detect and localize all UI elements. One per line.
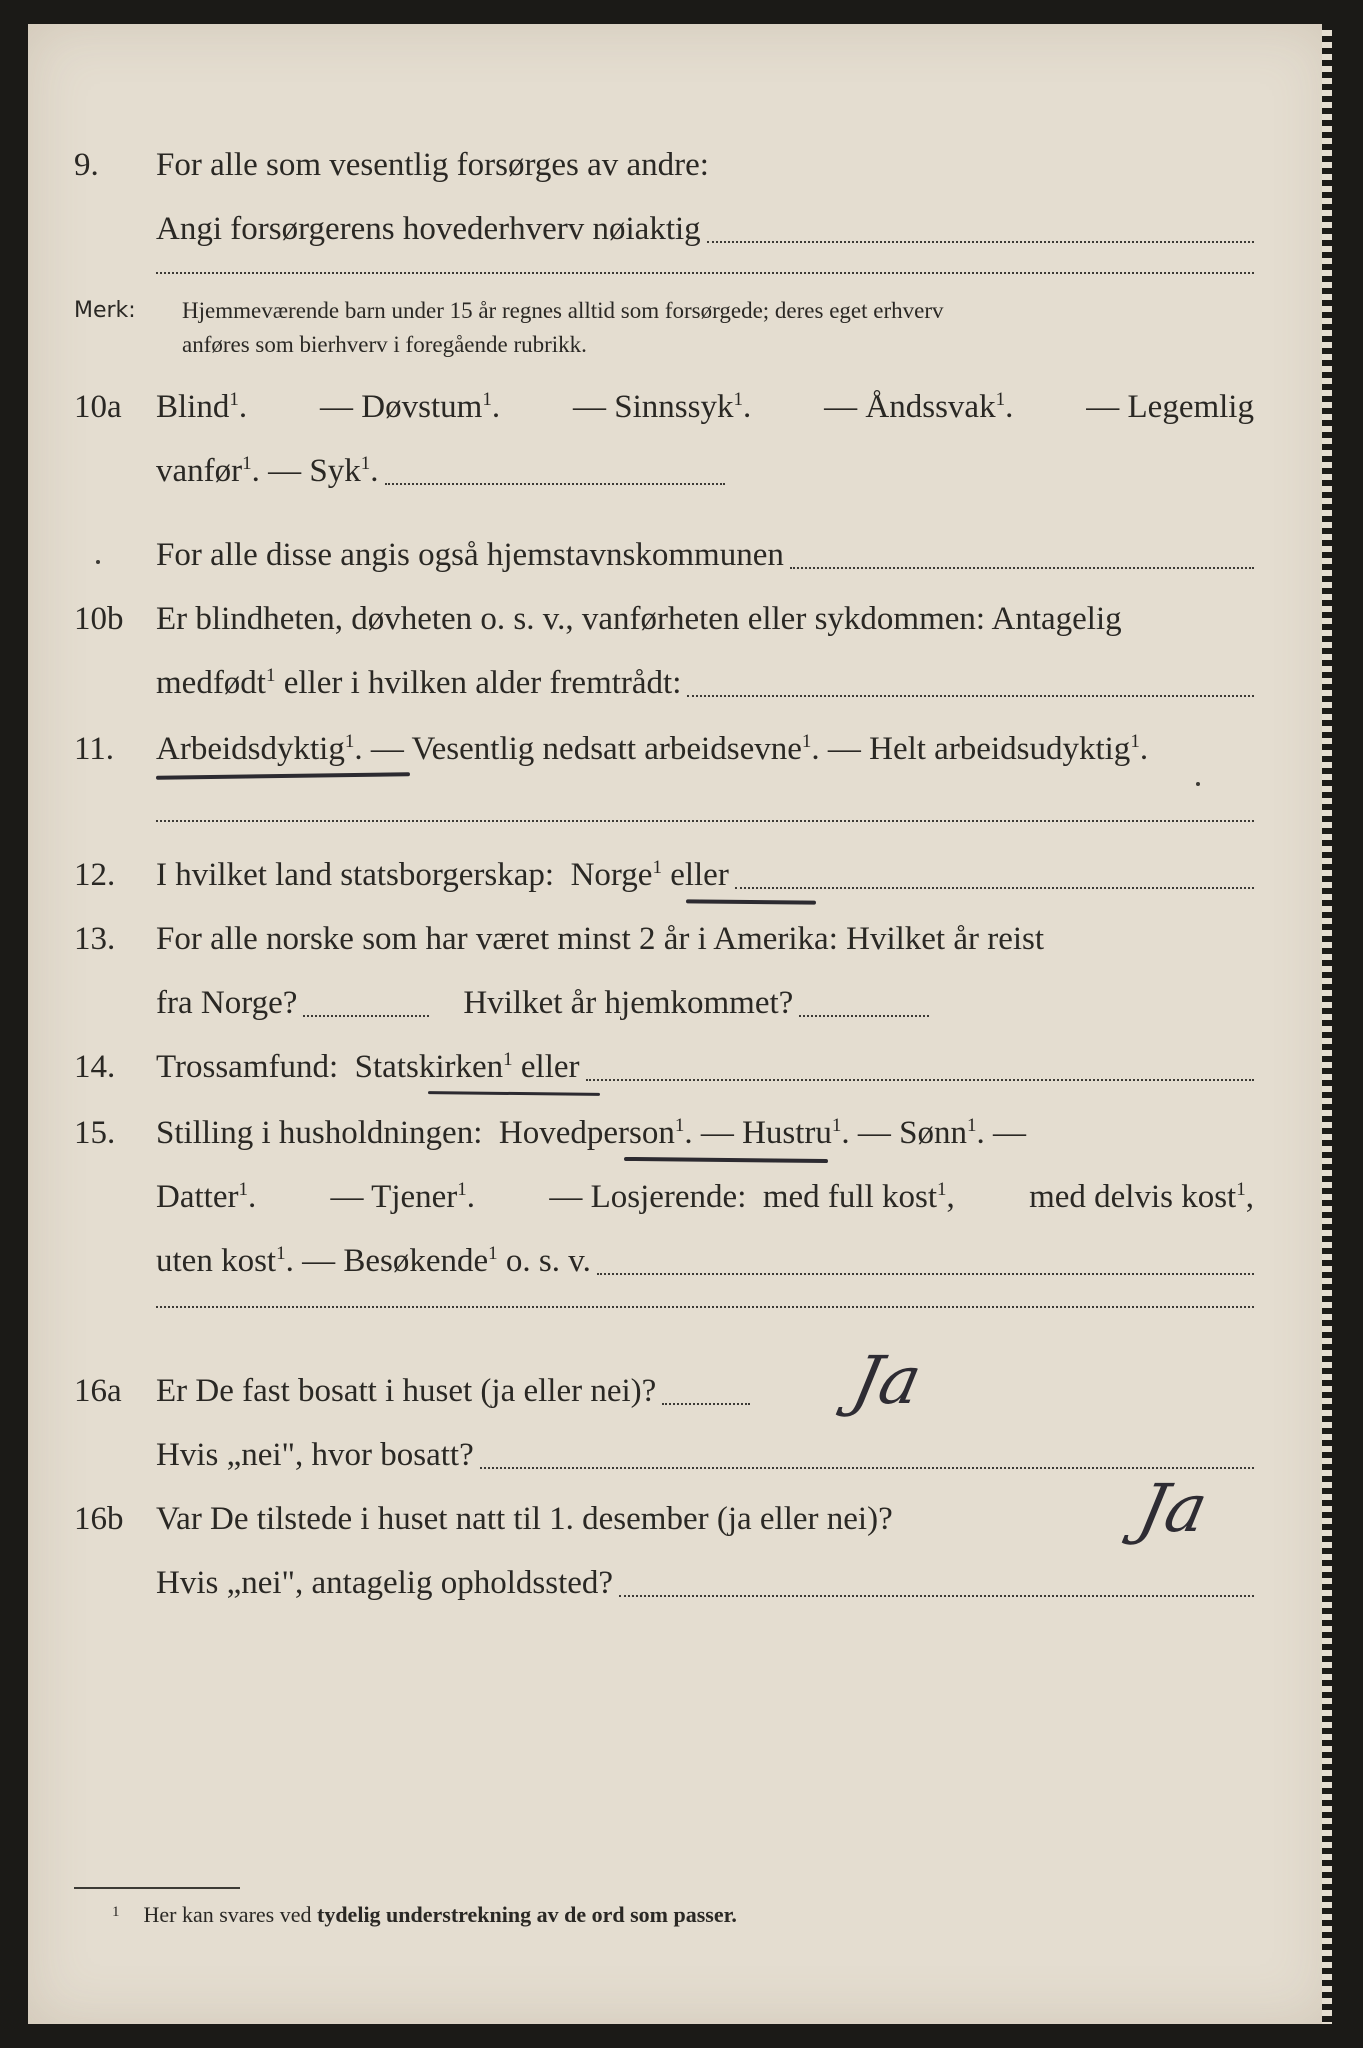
q9-text-2: Angi forsørgerens hovederhverv nøiaktig xyxy=(156,211,701,247)
q12-answer-line[interactable] xyxy=(735,886,1254,889)
q12-row: 12. I hvilket land statsborgerskap: Norge$^1$ eller xyxy=(28,846,1332,904)
q14-option-statskirken[interactable]: Statskirken xyxy=(354,1049,504,1085)
q10a-row-2: vanfør$^1$. — Syk$^1$. xyxy=(28,442,1332,500)
q10a-hjemstavn-text: For alle disse angis også hjemstavnskommunen xyxy=(156,537,784,573)
q10a-option-dovstum[interactable]: — Døvstum xyxy=(320,389,483,425)
q10b-row-2: medfødt$^1$ eller i hvilken alder fremtrådt: xyxy=(28,654,1332,712)
q15-option-delvis-kost[interactable]: med delvis kost xyxy=(1029,1179,1237,1215)
q9-row-2 xyxy=(28,200,1332,258)
q16a-hvis-text: Hvis „nei", hvor bosatt? xyxy=(156,1437,474,1473)
q10a-option-vanfor[interactable]: vanfør xyxy=(156,453,243,489)
q15-option-sonn[interactable]: — Sønn xyxy=(849,1115,968,1151)
merk-text-1: Hjemmeværende barn under 15 år regnes alltid som forsørgede; deres eget erhverv xyxy=(182,298,944,323)
q15-answer-line[interactable] xyxy=(597,1272,1254,1275)
q15-option-full-kost[interactable]: — Losjerende: med full kost xyxy=(549,1179,938,1215)
q9-answer-line-2[interactable] xyxy=(156,272,1254,274)
q15-option-datter[interactable]: Datter xyxy=(156,1179,239,1215)
footnote-rule xyxy=(74,1887,240,1889)
q16a-answer-line[interactable] xyxy=(662,1402,750,1405)
q11-option-udyktig[interactable]: — Helt arbeidsudyktig xyxy=(819,731,1131,767)
q14-text: Trossamfund: xyxy=(156,1049,355,1085)
q16a-text: Er De fast bosatt i huset (ja eller nei)? xyxy=(156,1373,657,1409)
footnote-mark: 1 xyxy=(112,1904,120,1920)
q16a-row-1 xyxy=(28,1362,1332,1420)
q16a-number: 16a xyxy=(74,1373,122,1409)
merk-note xyxy=(28,294,1332,328)
q9-number: 9. xyxy=(74,147,99,183)
q10a-row-3 xyxy=(28,526,1332,584)
footnote-text: Her kan svares ved xyxy=(143,1902,317,1927)
q11-option-arbeidsdyktig[interactable]: Arbeidsdyktig xyxy=(156,731,345,767)
census-form-page xyxy=(28,24,1332,2024)
ink-speck xyxy=(96,560,100,564)
merk-text-2: anføres som bierhverv i foregående rubrikk. xyxy=(182,332,587,357)
merk-note-2 xyxy=(28,328,1332,362)
q15-row-1: 15. Stilling i husholdningen: Hovedperson$^1$. — Hustru$^1$. — Sønn$^1$. — xyxy=(28,1104,1332,1162)
q13-reist-text: fra Norge? xyxy=(156,985,298,1021)
q10a-option-sinnssyk[interactable]: — Sinnssyk xyxy=(573,389,734,425)
q14-text-eller: eller xyxy=(512,1049,580,1085)
q12-option-norge[interactable]: Norge xyxy=(570,857,653,893)
q12-text-eller: eller xyxy=(661,857,729,893)
q11-option-nedsatt[interactable]: — Vesentlig nedsatt arbeidsevne xyxy=(362,731,802,767)
q13-number: 13. xyxy=(74,921,116,957)
q16b-hvis-text: Hvis „nei", antagelig opholdssted? xyxy=(156,1565,614,1601)
q10b-text-2: eller i hvilken alder fremtrådt: xyxy=(275,665,682,701)
q10a-option-blind[interactable]: Blind xyxy=(156,389,230,425)
q15-answer-line-2[interactable] xyxy=(156,1306,1254,1308)
q11-number: 11. xyxy=(74,731,115,767)
q10a-answer-line[interactable] xyxy=(385,482,725,485)
q11-answer-line[interactable] xyxy=(156,820,1254,822)
q10b-row-1 xyxy=(28,590,1332,648)
q13-row-2 xyxy=(28,974,1332,1032)
merk-label: Merk: xyxy=(74,298,136,323)
q15-option-tjener[interactable]: — Tjener xyxy=(330,1179,458,1215)
q10a-hjemstavn-line[interactable] xyxy=(790,566,1254,569)
q13-hjemkommet-text: Hvilket år hjemkommet? xyxy=(463,985,794,1021)
q10a-option-andssvak[interactable]: — Åndssvak xyxy=(824,389,996,425)
q15-option-hustru[interactable]: — Hustru xyxy=(692,1115,832,1151)
q12-number: 12. xyxy=(74,857,116,893)
q10b-text: Er blindheten, døvheten o. s. v., vanførheten eller sykdommen: Antagelig xyxy=(156,601,1122,637)
q13-row-1 xyxy=(28,910,1332,968)
footnote xyxy=(112,1902,737,1928)
q15-option-hovedperson[interactable]: Hovedperson xyxy=(498,1115,675,1151)
q10b-number: 10b xyxy=(74,601,124,637)
q13-text: For alle norske som har været minst 2 år i Amerika: Hvilket år reist xyxy=(156,921,1045,957)
q16b-hvis-line[interactable] xyxy=(619,1594,1254,1597)
q13-hjemkommet-line[interactable] xyxy=(799,1014,929,1017)
q14-number: 14. xyxy=(74,1049,116,1085)
q12-text: I hvilket land statsborgerskap: xyxy=(156,857,571,893)
q14-answer-line[interactable] xyxy=(586,1078,1254,1081)
q15-option-besokende[interactable]: — Besøkende xyxy=(293,1243,489,1279)
q9-row-1 xyxy=(28,136,1332,194)
q16a-hvis-line[interactable] xyxy=(480,1466,1254,1469)
q10b-option-medfodt[interactable]: medfødt xyxy=(156,665,266,701)
q16b-text: Var De tilstede i huset natt til 1. desember (ja eller nei)? xyxy=(156,1501,893,1537)
q16a-row-2 xyxy=(28,1426,1332,1484)
q9-text: For alle som vesentlig forsørges av andre: xyxy=(156,147,709,183)
q10a-row-1: 10a Blind$^1$. — Døvstum$^1$. — Sinnssyk$^1$. — Åndssvak$^1$. — Legemlig xyxy=(28,378,1332,436)
footnote-bold-text: tydelig understrekning av de ord som passer. xyxy=(317,1902,737,1927)
ink-speck-2 xyxy=(1196,782,1200,786)
q10a-option-legemlig[interactable]: — Legemlig xyxy=(1086,389,1254,425)
q10b-answer-line[interactable] xyxy=(687,694,1254,697)
q16b-handwritten-answer[interactable]: Ja xyxy=(1131,1470,1214,1547)
q16a-handwritten-answer[interactable]: Ja xyxy=(845,1342,928,1419)
q14-row: 14. Trossamfund: Statskirken$^1$ eller xyxy=(28,1038,1332,1096)
q15-text: Stilling i husholdningen: xyxy=(156,1115,499,1151)
q13-reist-line[interactable] xyxy=(303,1014,429,1017)
q10a-option-syk[interactable]: — Syk xyxy=(268,453,361,489)
q15-number: 15. xyxy=(74,1115,116,1151)
q16b-row-2 xyxy=(28,1554,1332,1612)
q15-underline-mark xyxy=(624,1157,828,1163)
q15-row-3: uten kost$^1$. — Besøkende$^1$ o. s. v. xyxy=(28,1232,1332,1290)
q15-option-uten-kost[interactable]: uten kost xyxy=(156,1243,277,1279)
q15-row-2: Datter$^1$. — Tjener$^1$. — Losjerende: med full kost$^1$, med delvis kost$^1$, xyxy=(156,1179,1254,1215)
q11-row: 11. Arbeidsdyktig$^1$. — Vesentlig nedsatt arbeidsevne$^1$. — Helt arbeidsudyktig$^1$. xyxy=(28,720,1332,778)
q9-answer-line[interactable] xyxy=(707,240,1254,243)
q10a-number: 10a xyxy=(74,389,122,425)
q16b-number: 16b xyxy=(74,1501,124,1537)
